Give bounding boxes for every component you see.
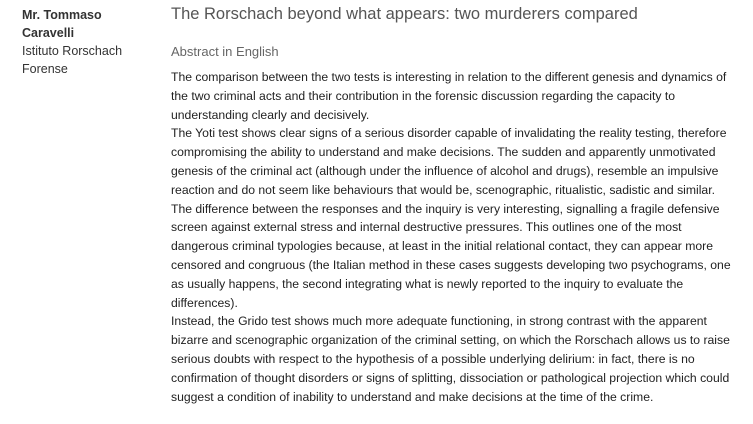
abstract-heading: Abstract in English (171, 44, 279, 59)
author-name: Mr. Tommaso Caravelli (22, 8, 102, 40)
paper-title: The Rorschach beyond what appears: two murderers compared (171, 5, 638, 23)
abstract-paragraph: Instead, the Grido test shows much more adequate functioning, in strong contrast with the apparent bizarre and scenographic organization of the criminal setting, on which the Rorschach allows us to raise serious doubts with respect to the hypothesis of a possible underlying delirium: in fact, there is no confirmation of thought disorders or signs of splitting, dissociation or pathological projection which could suggest a condition of inability to understand and make decisions at the time of the crime. (171, 314, 730, 404)
abstract-column (171, 0, 743, 406)
author-affiliation: Istituto Rorschach Forense (22, 44, 123, 76)
abstract-paragraph: The Yoti test shows clear signs of a serious disorder capable of invalidating the reality testing, therefore compromising the ability to understand and make decisions. The sudden and apparently unmotivated genesis of the criminal act (although under the influence of alcohol and drugs), resemble an impulsive reaction and do not seem like behaviours that would be, scenographic, ritualistic, sadistic and similar. The difference between the responses and the inquiry is very interesting, signalling a fragile defensive screen against external stress and internal destructive pressures. This outlines one of the most dangerous criminal typologies because, at least in the initial relational contact, they can appear more censored and congruous (the Italian method in these cases suggests developing two psychograms, one as usually happens, the second integrating what is newly reported to the inquiry to evaluate the differences). (171, 126, 731, 310)
author-column (22, 6, 152, 78)
abstract-body (171, 68, 731, 406)
abstract-paragraph: The comparison between the two tests is interesting in relation to the different genesis and dynamics of the two criminal acts and their contribution in the forensic discussion regarding the capacity to understanding clearly and decisively. (171, 70, 727, 122)
